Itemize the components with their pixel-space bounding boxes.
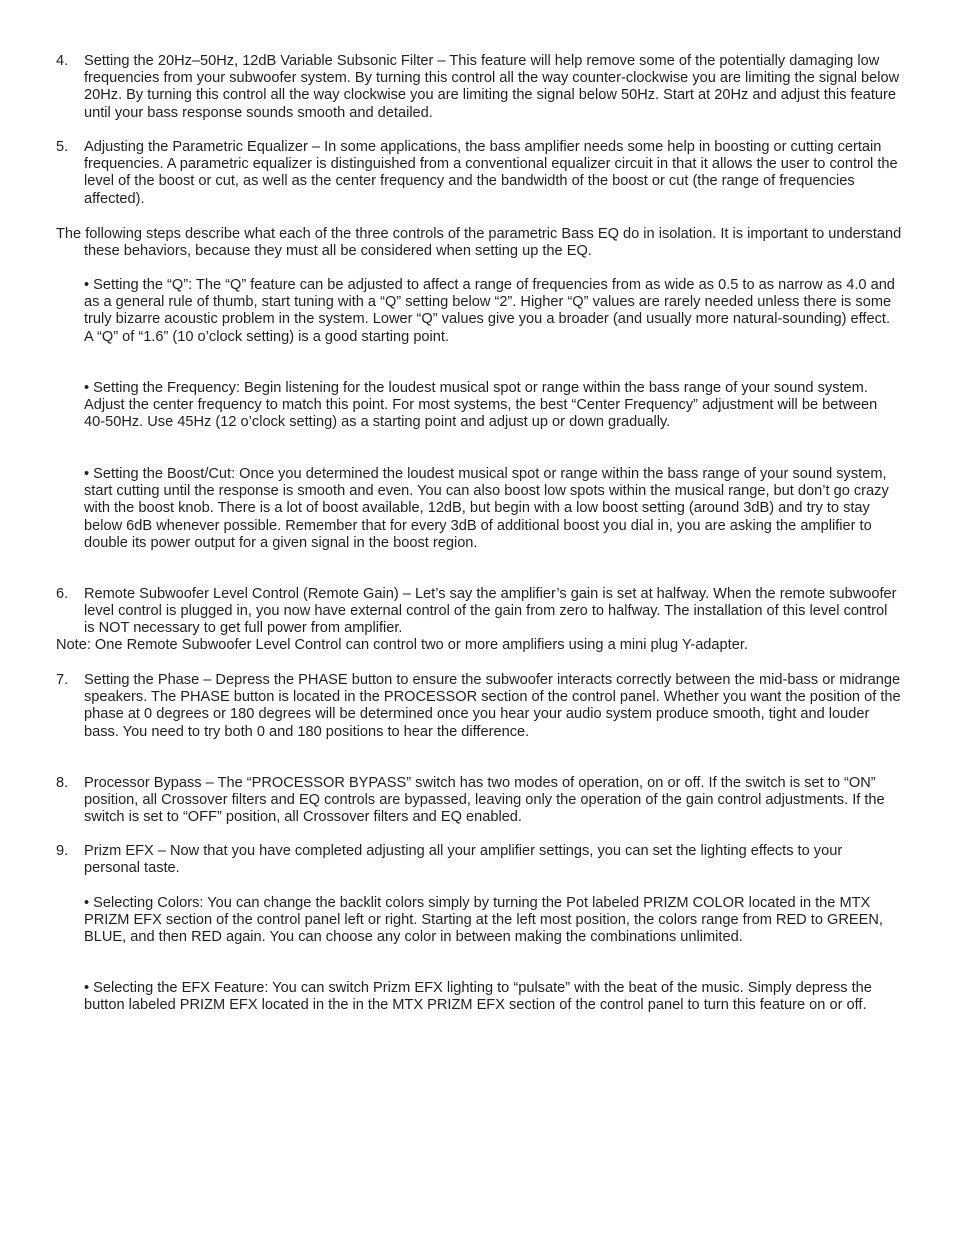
item-text: Setting the Phase – Depress the PHASE button to ensure the subwoofer interacts correctly between the mid-bass or midrange speakers. The PHASE button is located in the PROCESSOR section of the control panel. Whether you want the position of the phase at 0 degrees or 180 degrees will be determined once you hear your audio system produce smooth, tight and louder bass. You need to try both 0 and 180 positions to hear the difference. xyxy=(84,672,901,740)
eq-bullet-q: • Setting the “Q”: The “Q” feature can be adjusted to affect a range of frequencies from as wide as 0.5 to as narrow as 4.0 and as a general rule of thumb, start tuning with a “Q” setting below “2”. Higher “Q” values are rarely needed unless there is some truly bizarre acoustic problem in the system. Lower “Q” values give you a broader (and usually more natural-sounding) effect. A “Q” of “1.6” (10 o’clock setting) is a good starting point. xyxy=(84,277,895,345)
item-number: 5. xyxy=(56,139,69,155)
list-item-5 xyxy=(56,139,901,208)
eq-bullet-frequency: • Setting the Frequency: Begin listening for the loudest musical spot or range within the bass range of your sound system. Adjust the center frequency to match this point. For most systems, the best “Center Frequency” adjustment will be between 40-50Hz. Use 45Hz (12 o’clock setting) as a starting point and adjust up or down gradually. xyxy=(84,380,878,431)
item-text: Adjusting the Parametric Equalizer – In some applications, the bass amplifier needs some help in boosting or cutting certain frequencies. A parametric equalizer is distinguished from a conventional equalizer circuit in that it allows the user to control the level of the boost or cut, as well as the center frequency and the bandwidth of the boost or cut (the range of frequencies affected). xyxy=(84,139,898,207)
list-item-9 xyxy=(56,843,901,877)
item-text: Prizm EFX – Now that you have completed adjusting all your amplifier settings, you can set the lighting effects to your personal taste. xyxy=(84,843,843,877)
prizm-bullet-efx: • Selecting the EFX Feature: You can switch Prizm EFX lighting to “pulsate” with the beat of the music. Simply depress the button labeled PRIZM EFX located in the in the MTX PRIZM EFX section of the control panel to turn this feature on or off. xyxy=(84,980,872,1014)
item-number: 8. xyxy=(56,775,69,791)
list-item-4 xyxy=(56,53,901,122)
item-number: 7. xyxy=(56,672,69,688)
list-item-6 xyxy=(56,586,901,638)
item-number: 6. xyxy=(56,586,69,602)
prizm-bullet-colors: • Selecting Colors: You can change the backlit colors simply by turning the Pot labeled PRIZM COLOR located in the MTX PRIZM EFX section of the control panel left or right. Starting at the left most position, the colors range from RED to GREEN, BLUE, and then RED again. You can choose any color in between making the combinations unlimited. xyxy=(84,895,883,946)
list-item-7 xyxy=(56,672,901,741)
item-text: Remote Subwoofer Level Control (Remote Gain) – Let’s say the amplifier’s gain is set at halfway. When the remote subwoofer level control is plugged in, you now have external control of the gain from zero to halfway. The installation of this level control is NOT necessary to get full power from amplifier. xyxy=(84,586,897,637)
note-paragraph: Note: One Remote Subwoofer Level Control can control two or more amplifiers using a mini plug Y-adapter. xyxy=(56,637,748,653)
item-number: 9. xyxy=(56,843,69,859)
eq-bullet-boost-cut: • Setting the Boost/Cut: Once you determined the loudest musical spot or range within the bass range of your sound system, start cutting until the response is smooth and even. You can also boost low spots within the musical range, but don’t go crazy with the boost knob. There is a lot of boost available, 12dB, but begin with a low boost setting (around 3dB) and try to stay below 6dB whenever possible. Remember that for every 3dB of additional boost you dial in, you are asking the amplifier to double its power output for a given signal in the boost region. xyxy=(84,466,889,551)
item-text: Setting the 20Hz–50Hz, 12dB Variable Subsonic Filter – This feature will help remove some of the potentially damaging low frequencies from your subwoofer system. By turning this control all the way counter-clockwise you are limiting the signal below 20Hz. By turning this control all the way clockwise you are limiting the signal below 50Hz. Start at 20Hz and adjust this feature until your bass response sounds smooth and detailed. xyxy=(84,53,900,121)
item-text: Processor Bypass – The “PROCESSOR BYPASS” switch has two modes of operation, on or off. If the switch is set to “ON” position, all Crossover filters and EQ controls are bypassed, leaving only the operation of the gain control adjustments. If the switch is set to “OFF” position, all Crossover filters and EQ enabled. xyxy=(84,775,885,826)
item-number: 4. xyxy=(56,53,69,69)
eq-intro-paragraph: The following steps describe what each of the three controls of the parametric Bass EQ do in isolation. It is important to understand these behaviors, because they must all be considered when setting up the EQ. xyxy=(56,226,902,260)
list-item-8 xyxy=(56,775,901,827)
